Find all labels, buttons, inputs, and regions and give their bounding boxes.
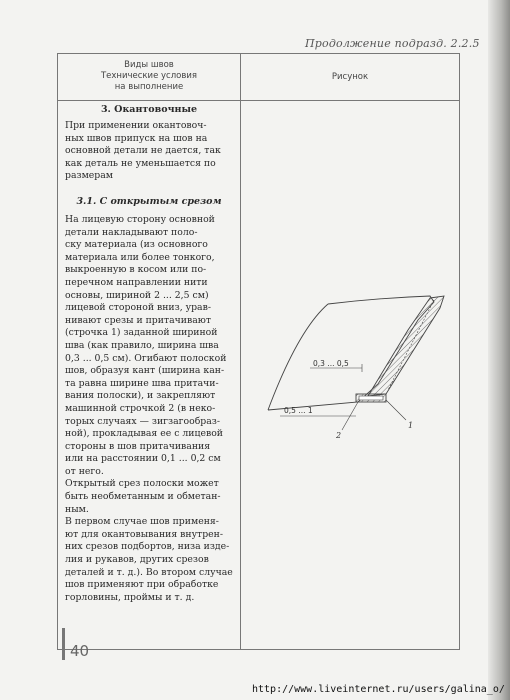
edge-strip <box>356 296 444 402</box>
page-edge-shadow <box>488 0 510 700</box>
body-line: быть необметанным и обметан- <box>65 491 221 503</box>
callouts <box>335 400 413 440</box>
body-line: горловины, проймы и т. д. <box>65 591 195 603</box>
intro-line: При применении окантовоч- <box>65 120 207 131</box>
callout-2: 2 <box>336 431 342 440</box>
source-watermark: http://www.liveinternet.ru/users/galina_o/ <box>252 684 505 695</box>
intro-line: как деталь не уменьшается по <box>65 157 216 169</box>
body-line: вания полоски), и закрепляют <box>65 390 216 402</box>
body-line: (строчка 1) заданной шириной <box>65 327 218 339</box>
intro-line: ных швов припуск на шов на <box>65 132 208 144</box>
body-line: шва (как правило, ширина шва <box>65 339 219 351</box>
body-line: перечном направлении нити <box>65 276 208 288</box>
body-line: них срезов подбортов, низа изде- <box>65 541 230 553</box>
body-line: ют для окантовывания внутрен- <box>65 528 223 540</box>
intro-line: основной детали не дается, так <box>65 145 221 157</box>
header-left-line: Виды швов <box>124 60 174 70</box>
seam-figure <box>258 290 448 450</box>
dimension-edge <box>280 406 356 416</box>
column-separator <box>240 54 241 649</box>
body-line: лицевой стороной вниз, урав- <box>65 302 211 314</box>
body-line: 0,3 ... 0,5 см). Огибают полоской <box>65 352 227 364</box>
label-seam-width: 0,3 ... 0,5 <box>313 359 349 368</box>
body-line: или на расстоянии 0,1 ... 0,2 см <box>65 453 221 465</box>
body-line: материала или более тонкого, <box>65 251 215 263</box>
subsection-title: 3.1. С открытым срезом <box>76 196 222 207</box>
body-line: ным. <box>65 503 89 515</box>
intro-paragraph <box>65 120 237 183</box>
body-line: шов, образуя кант (ширина кан- <box>65 365 225 377</box>
callout-1: 1 <box>408 421 414 430</box>
body-line: ску материала (из основного <box>65 239 208 251</box>
header-left-line: на выполнение <box>114 82 184 92</box>
body-line: детали накладывают поло- <box>65 226 198 238</box>
body-line: выкроенную в косом или по- <box>65 264 207 276</box>
body-line: ной), прокладывая ее с лицевой <box>65 428 223 440</box>
body-line: машинной строчкой 2 (в неко- <box>65 402 216 414</box>
page-number: 40 <box>70 642 90 660</box>
body-line: На лицевую сторону основной <box>65 214 215 225</box>
body-line: шов применяют при обработке <box>65 579 219 591</box>
header-left-line: Технические условия <box>100 71 198 81</box>
header-left <box>58 60 240 93</box>
body-line: от него. <box>65 465 104 477</box>
page-number-bar <box>62 628 65 660</box>
body-line: торых случаях — зигзагообраз- <box>65 415 220 427</box>
body-line: деталей и т. д.). Во втором случае <box>65 566 233 578</box>
continuation-heading: Продолжение подразд. 2.2.5 <box>305 37 480 50</box>
body-line: Открытый срез полоски может <box>65 478 219 490</box>
body-line: основы, шириной 2 ... 2,5 см) <box>65 289 209 301</box>
body-line: лия и рукавов, других срезов <box>65 554 209 566</box>
body-line: В первом случае шов применя- <box>65 516 219 528</box>
header-separator <box>58 100 459 101</box>
header-right: Рисунок <box>331 72 369 82</box>
label-edge-width: 0,5 ... 1 <box>284 406 313 415</box>
section-title: 3. Окантовочные <box>100 104 198 115</box>
body-line: нивают срезы и притачивают <box>65 314 211 326</box>
body-line: стороны в шов притачивания <box>65 440 211 452</box>
body-paragraph <box>65 214 237 604</box>
intro-line: размерам <box>65 170 114 182</box>
dimension-seam <box>310 359 362 372</box>
body-line: та равна ширине шва притачи- <box>65 377 219 389</box>
